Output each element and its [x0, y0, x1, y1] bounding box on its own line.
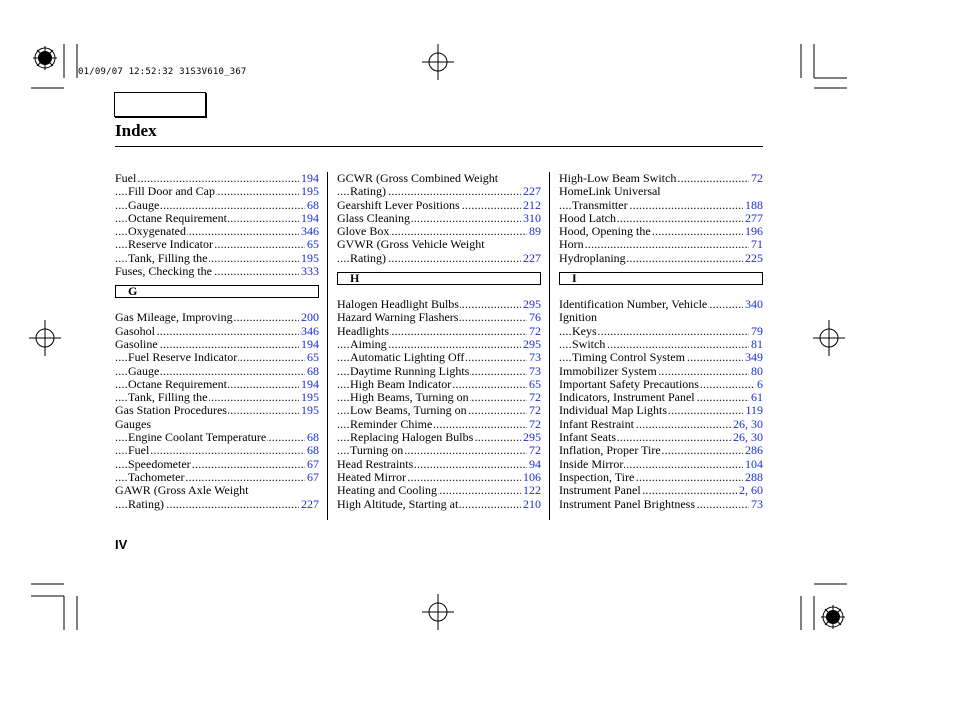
index-entry: [559, 404, 763, 417]
page-reference-link[interactable]: 119: [745, 403, 763, 418]
page-reference-link[interactable]: 76: [529, 310, 541, 325]
page-reference-link[interactable]: 227: [301, 496, 319, 511]
index-entry-label: Turning on: [350, 443, 404, 458]
column-divider: [327, 172, 328, 520]
index-entry: [115, 325, 319, 338]
index-entry: [337, 298, 541, 311]
page-reference-link[interactable]: 227: [523, 184, 541, 199]
page-reference-link[interactable]: 65: [307, 350, 319, 365]
index-entry: [115, 351, 319, 364]
index-entry-label: Halogen Headlight Bulbs: [337, 297, 459, 312]
index-entry: [559, 338, 763, 351]
index-entry: [337, 391, 541, 404]
index-entry: [337, 225, 541, 238]
index-entry-label: Rating): [350, 250, 386, 265]
index-entry-label: Engine Coolant Temperature: [128, 430, 267, 445]
index-entry-label: Fuel: [128, 443, 150, 458]
index-entry-label: Fuel Reserve Indicator: [128, 350, 238, 365]
index-entry-label: High Beam Indicator: [350, 376, 452, 391]
index-entry: [337, 325, 541, 338]
index-entry-label: Tachometer: [128, 469, 185, 484]
index-entry-label: Indicators, Instrument Panel: [559, 390, 695, 405]
index-entry: [115, 431, 319, 444]
index-entry: [337, 471, 541, 484]
index-entry: [337, 172, 541, 185]
index-entry-label: Instrument Panel Brightness: [559, 496, 695, 511]
index-entry: [337, 351, 541, 364]
page-reference-link[interactable]: 2, 60: [739, 483, 763, 498]
index-entry-label: Head Restraints: [337, 456, 414, 471]
index-entry-label: Individual Map Lights: [559, 403, 667, 418]
index-entry: [115, 391, 319, 404]
index-column-2: [337, 172, 541, 511]
index-entry: [559, 172, 763, 185]
index-entry-label: Glove Box: [337, 224, 390, 239]
page-reference-link[interactable]: 65: [529, 376, 541, 391]
index-entry-label: Heating and Cooling: [337, 483, 437, 498]
index-entry: [559, 225, 763, 238]
index-entry: [115, 238, 319, 251]
index-entry: [559, 212, 763, 225]
page-reference-link[interactable]: 61: [751, 390, 763, 405]
index-column-3: [559, 172, 763, 511]
index-entry-label: Hydroplaning: [559, 250, 626, 265]
page-reference-link[interactable]: 68: [307, 443, 319, 458]
page-reference-link[interactable]: 277: [745, 210, 763, 225]
index-entry-label: Transmitter: [572, 197, 628, 212]
index-entry: [559, 238, 763, 251]
index-entry: [559, 391, 763, 404]
index-entry: [337, 378, 541, 391]
section-letter-header: I: [559, 272, 763, 285]
page-reference-link[interactable]: 67: [307, 456, 319, 471]
page-reference-link[interactable]: 72: [529, 416, 541, 431]
print-code: 01/09/07 12:52:32 31S3V610_367: [78, 67, 247, 77]
page-reference-link[interactable]: 72: [529, 323, 541, 338]
index-entry-label: High Beams, Turning on: [350, 390, 469, 405]
index-entry-label: Gas Station Procedures: [115, 403, 227, 418]
index-entry: [115, 212, 319, 225]
page-reference-link[interactable]: 194: [301, 336, 319, 351]
page-reference-link[interactable]: 286: [745, 443, 763, 458]
index-entry: [559, 199, 763, 212]
page-reference-link[interactable]: 195: [301, 390, 319, 405]
index-entry-label: Rating): [128, 496, 164, 511]
page-reference-link[interactable]: 333: [301, 264, 319, 279]
index-entry: [115, 225, 319, 238]
page-reference-link[interactable]: 104: [745, 456, 763, 471]
page-reference-link[interactable]: 194: [301, 171, 319, 185]
page-reference-link[interactable]: 194: [301, 376, 319, 391]
index-entry: [559, 378, 763, 391]
index-entry-label: Fill Door and Cap: [128, 184, 215, 199]
page-reference-link[interactable]: 73: [529, 363, 541, 378]
index-entry: [115, 404, 319, 417]
page-reference-link[interactable]: 227: [523, 250, 541, 265]
page-reference-link[interactable]: 94: [529, 456, 541, 471]
page-reference-link[interactable]: 68: [307, 197, 319, 212]
index-entry: [337, 404, 541, 417]
index-entry-label: Oxygenated: [128, 224, 186, 239]
index-entry-label: Headlights: [337, 323, 389, 338]
index-entry: [115, 444, 319, 457]
page-reference-link[interactable]: 195: [301, 403, 319, 418]
index-entry-label: Gasohol: [115, 323, 155, 338]
index-entry: [337, 199, 541, 212]
page-reference-link[interactable]: 26, 30: [733, 430, 763, 445]
index-entry: [337, 498, 541, 511]
page-reference-link[interactable]: 122: [523, 483, 541, 498]
page-reference-link[interactable]: 200: [301, 310, 319, 325]
index-entry-label: Octane Requirement: [128, 210, 227, 225]
registration-target-icon: [33, 46, 57, 70]
index-entry: [559, 498, 763, 511]
index-entry: [337, 185, 541, 198]
index-entry: [337, 484, 541, 497]
page-reference-link[interactable]: 68: [307, 430, 319, 445]
index-entry: [115, 252, 319, 265]
index-entry-label: Infant Restraint: [559, 416, 634, 431]
index-entry: [115, 338, 319, 351]
leader-dots: [115, 172, 319, 185]
page-reference-link[interactable]: 72: [751, 171, 763, 185]
page-reference-link[interactable]: 68: [307, 363, 319, 378]
index-entry-label: Keys: [572, 323, 597, 338]
index-column-1: [115, 172, 319, 511]
index-entry: [115, 365, 319, 378]
index-entry: [559, 484, 763, 497]
index-entry-label: Inflation, Proper Tire: [559, 443, 661, 458]
page-reference-link[interactable]: 295: [523, 430, 541, 445]
index-entry-label: HomeLink Universal: [559, 184, 661, 199]
index-entry: [337, 458, 541, 471]
page-reference-link[interactable]: 81: [751, 336, 763, 351]
index-entry-label: Switch: [572, 336, 606, 351]
page-title: Index: [115, 121, 157, 140]
page-reference-link[interactable]: 188: [745, 197, 763, 212]
index-entry: [115, 458, 319, 471]
index-entry-label: Gauges: [115, 416, 151, 431]
index-entry-label: Inspection, Tire: [559, 469, 635, 484]
index-entry: [115, 265, 319, 278]
index-entry-label: Gas Mileage, Improving: [115, 310, 233, 325]
index-entry-label: Automatic Lighting Off: [350, 350, 465, 365]
index-entry: [337, 252, 541, 265]
leader-dots: [559, 238, 763, 251]
index-entry: [559, 471, 763, 484]
index-entry: [559, 311, 763, 324]
page-reference-link[interactable]: 73: [529, 350, 541, 365]
index-entry-label: Hood Latch: [559, 210, 616, 225]
page-reference-link[interactable]: 26, 30: [733, 416, 763, 431]
index-entry-label: High-Low Beam Switch: [559, 171, 677, 185]
index-entry: [337, 238, 541, 251]
page-reference-link[interactable]: 73: [751, 496, 763, 511]
index-entry-label: Tank, Filling the: [128, 250, 208, 265]
page-reference-link[interactable]: 72: [529, 390, 541, 405]
index-entry-label: Replacing Halogen Bulbs: [350, 430, 474, 445]
index-entry-label: Ignition: [559, 310, 597, 325]
index-entry: [559, 458, 763, 471]
index-entry-label: Low Beams, Turning on: [350, 403, 467, 418]
index-entry-label: Rating): [350, 184, 386, 199]
index-entry: [115, 378, 319, 391]
index-entry-label: Gasoline: [115, 336, 158, 351]
section-letter-header: H: [337, 272, 541, 285]
page-reference-link[interactable]: 340: [745, 297, 763, 312]
index-entry: [337, 311, 541, 324]
section-letter-header: G: [115, 285, 319, 298]
page-reference-link[interactable]: 212: [523, 197, 541, 212]
index-entry-label: Gauge: [128, 197, 160, 212]
column-divider: [549, 172, 550, 520]
index-entry: [115, 498, 319, 511]
index-entry-label: Fuses, Checking the: [115, 264, 212, 279]
index-entry-label: Important Safety Precautions: [559, 376, 699, 391]
registration-target-icon: [821, 605, 845, 629]
index-entry-label: Instrument Panel: [559, 483, 641, 498]
page-reference-link[interactable]: 194: [301, 210, 319, 225]
index-entry-label: Reminder Chime: [350, 416, 433, 431]
page-reference-link[interactable]: 79: [751, 323, 763, 338]
index-entry-label: High Altitude, Starting at: [337, 496, 459, 511]
index-entry: [115, 199, 319, 212]
page-reference-link[interactable]: 196: [745, 224, 763, 239]
index-entry: [337, 418, 541, 431]
index-entry-label: Gauge: [128, 363, 160, 378]
page-reference-link[interactable]: 72: [529, 443, 541, 458]
index-entry-label: Reserve Indicator: [128, 237, 213, 252]
page-reference-link[interactable]: 72: [529, 403, 541, 418]
index-entry: [559, 351, 763, 364]
index-entry-label: Inside Mirror: [559, 456, 624, 471]
index-entry: [337, 431, 541, 444]
index-entry-label: Hazard Warning Flashers: [337, 310, 459, 325]
index-entry-label: Timing Control System: [572, 350, 685, 365]
index-entry: [337, 338, 541, 351]
title-rule: [115, 146, 763, 147]
index-entry-label: Daytime Running Lights: [350, 363, 470, 378]
index-entry: [337, 444, 541, 457]
page-reference-link[interactable]: 310: [523, 210, 541, 225]
index-entry: [559, 431, 763, 444]
index-entry: [115, 185, 319, 198]
index-entry-label: Immobilizer System: [559, 363, 657, 378]
page-reference-link[interactable]: 195: [301, 184, 319, 199]
page-reference-link[interactable]: 346: [301, 224, 319, 239]
index-entry: [115, 418, 319, 431]
page-reference-link[interactable]: 65: [307, 237, 319, 252]
page-number: IV: [115, 537, 128, 552]
index-entry-label: Hood, Opening the: [559, 224, 651, 239]
page-reference-link[interactable]: 210: [523, 496, 541, 511]
index-entry-label: Aiming: [350, 336, 387, 351]
index-entry-label: Horn: [559, 237, 584, 252]
index-entry: [115, 311, 319, 324]
page-reference-link[interactable]: 80: [751, 363, 763, 378]
index-entry: [337, 365, 541, 378]
index-entry-label: Glass Cleaning: [337, 210, 410, 225]
index-entry-label: Tank, Filling the: [128, 390, 208, 405]
page-reference-link[interactable]: 346: [301, 323, 319, 338]
page-reference-link[interactable]: 195: [301, 250, 319, 265]
page-reference-link[interactable]: 106: [523, 469, 541, 484]
index-entry-label: GCWR (Gross Combined Weight: [337, 171, 499, 185]
index-entry-label: GAWR (Gross Axle Weight: [115, 483, 249, 498]
page-reference-link[interactable]: 6: [757, 376, 763, 391]
index-entry: [559, 418, 763, 431]
page-reference-link[interactable]: 349: [745, 350, 763, 365]
page-reference-link[interactable]: 225: [745, 250, 763, 265]
index-entry-label: Heated Mirror: [337, 469, 406, 484]
page-reference-link[interactable]: 295: [523, 336, 541, 351]
page-reference-link[interactable]: 288: [745, 469, 763, 484]
index-entry-label: GVWR (Gross Vehicle Weight: [337, 237, 485, 252]
index-entry: [559, 444, 763, 457]
index-entry: [559, 185, 763, 198]
section-tab-box: [114, 92, 206, 117]
page-reference-link[interactable]: 295: [523, 297, 541, 312]
index-entry: [337, 212, 541, 225]
index-entry: [115, 471, 319, 484]
index-entry: [115, 172, 319, 185]
index-entry-label: Gearshift Lever Positions: [337, 197, 460, 212]
index-entry-label: Identification Number, Vehicle: [559, 297, 708, 312]
page-reference-link[interactable]: 71: [751, 237, 763, 252]
index-entry-label: Speedometer: [128, 456, 191, 471]
index-entry: [559, 365, 763, 378]
index-entry: [115, 484, 319, 497]
page-reference-link[interactable]: 89: [529, 224, 541, 239]
index-entry-label: Fuel: [115, 171, 137, 185]
page-reference-link[interactable]: 67: [307, 469, 319, 484]
index-entry: [559, 325, 763, 338]
index-entry: [559, 298, 763, 311]
index-entry-label: Infant Seats: [559, 430, 616, 445]
index-entry-label: Octane Requirement: [128, 376, 227, 391]
index-entry: [559, 252, 763, 265]
